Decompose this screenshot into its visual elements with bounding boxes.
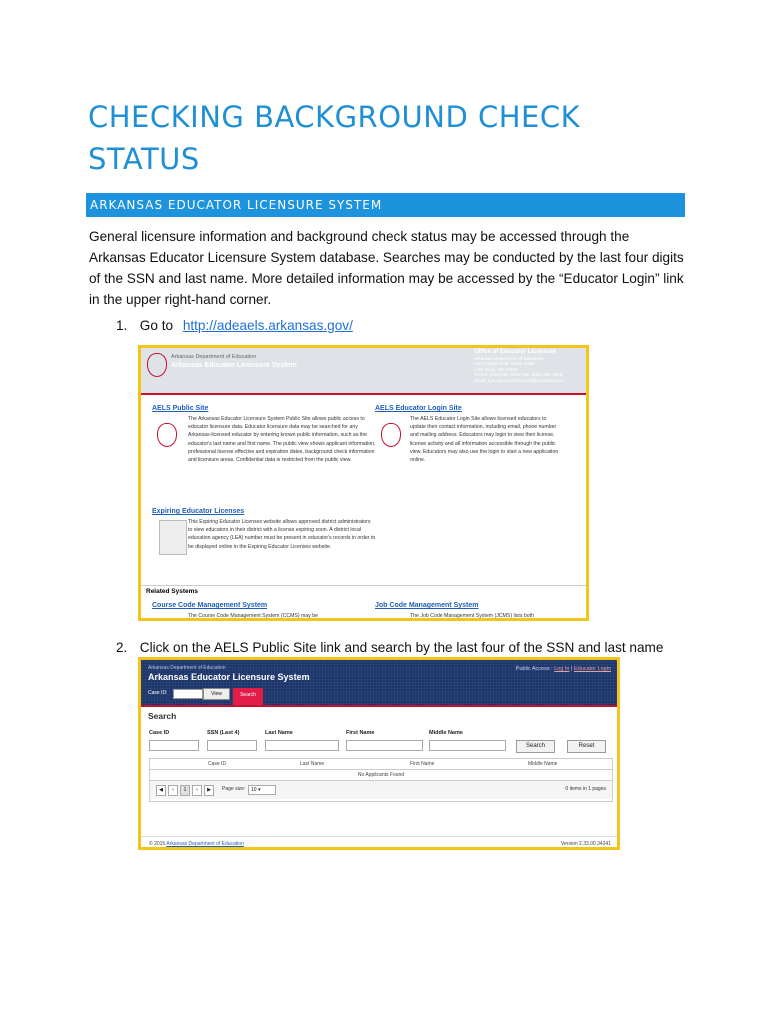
search-button[interactable]: Search bbox=[516, 740, 555, 753]
no-results-message: No Applicants Found bbox=[357, 772, 405, 778]
step-2-number: 2. bbox=[116, 640, 128, 655]
document-icon bbox=[159, 520, 187, 555]
first-name-field[interactable] bbox=[346, 740, 423, 751]
grid-header-case-id[interactable]: Case ID bbox=[208, 761, 227, 767]
grid-header-first-name[interactable]: First Name bbox=[410, 761, 435, 767]
case-id-field-label: Case ID bbox=[149, 730, 170, 736]
chevron-down-icon: ▾ bbox=[257, 787, 261, 793]
page-size-select[interactable] bbox=[248, 785, 276, 795]
expiring-licenses-link[interactable]: Expiring Educator Licenses bbox=[152, 508, 245, 515]
search-heading: Search bbox=[148, 711, 177, 721]
page-size-value: 10 bbox=[251, 787, 257, 793]
office-contact bbox=[474, 350, 586, 383]
step-1-text: Go to bbox=[139, 318, 174, 333]
aels-search-screenshot bbox=[138, 657, 620, 850]
next-page-icon[interactable]: › bbox=[192, 785, 202, 796]
aels-educator-login-link[interactable]: AELS Educator Login Site bbox=[375, 405, 462, 412]
step-2-text: Click on the AELS Public Site link and search by the last four of the SSN and last name bbox=[139, 640, 664, 655]
pager bbox=[150, 780, 612, 799]
aels-home-header bbox=[141, 348, 586, 395]
public-site-description: The Arkansas Educator Licensure System Public Site allows public access to educator licensure data. Educator licensure data may be searched for any Arkansas-licensed educator by entering known public information, such as the educator's last name and first name. The public view shows applicant information, professional license effective and expiration dates, background check information and licensure areas. Confidential data is restricted from the public view. bbox=[188, 416, 376, 464]
aels-search-header bbox=[141, 660, 617, 707]
step-2 bbox=[116, 640, 663, 655]
first-name-field-label: First Name bbox=[346, 730, 375, 736]
section-heading-bar: ARKANSAS EDUCATOR LICENSURE SYSTEM bbox=[86, 193, 685, 217]
expiring-description: This Expiring Educator Licenses website allows approved district administrators to view educators in their district with a license expiring soon. A district local education agency (LEA) number must be present in educator's records in order to be displayed online in the Expiring Educator Licenses website. bbox=[188, 519, 376, 550]
first-page-icon[interactable]: ◀ bbox=[156, 785, 166, 796]
educator-login-link[interactable]: Educator Login bbox=[574, 666, 611, 672]
step-1 bbox=[116, 318, 353, 333]
public-access-links bbox=[516, 666, 611, 672]
results-grid bbox=[149, 758, 613, 802]
document-title: CHECKING BACKGROUND CHECK STATUS bbox=[88, 100, 581, 176]
separator: | bbox=[571, 666, 573, 672]
step-1-number: 1. bbox=[116, 318, 128, 333]
case-id-label: Case ID: bbox=[148, 690, 168, 696]
items-count: 0 items in 1 pages bbox=[565, 786, 606, 792]
middle-name-field[interactable] bbox=[429, 740, 506, 751]
ssn-field-label: SSN (Last 4) bbox=[207, 730, 240, 736]
jcms-description: The Job Code Management System (JCMS) lists both bbox=[410, 613, 534, 619]
ccms-description: The Course Code Management System (CCMS) may be bbox=[188, 613, 319, 619]
copyright-year: © 2015 bbox=[149, 841, 166, 847]
system-name: Arkansas Educator Licensure System bbox=[171, 362, 297, 369]
last-name-field[interactable] bbox=[265, 740, 339, 751]
grid-header-last-name[interactable]: Last Name bbox=[300, 761, 325, 767]
case-id-input[interactable] bbox=[173, 689, 203, 699]
view-button[interactable]: View bbox=[203, 688, 230, 700]
divider bbox=[141, 585, 586, 586]
page-number-button[interactable]: 1 bbox=[180, 785, 190, 796]
prev-page-icon[interactable]: ‹ bbox=[168, 785, 178, 796]
aels-url-link[interactable]: http://adeaels.arkansas.gov/ bbox=[182, 318, 353, 333]
apple-logo-icon bbox=[147, 353, 167, 377]
page-size-label: Page size: bbox=[222, 786, 246, 792]
dept-name: Arkansas Department of Education bbox=[148, 665, 226, 671]
educator-login-description: The AELS Educator Login Site allows licensed educators to update their contact information, including email, phone number and mailing address. Educators may login to view their license, license activity and all information accessible through the public view. Educators may also use the login to start a new application online. bbox=[410, 416, 559, 464]
last-name-field-label: Last Name bbox=[265, 730, 293, 736]
aels-public-site-link[interactable]: AELS Public Site bbox=[152, 405, 209, 412]
reset-button[interactable]: Reset bbox=[567, 740, 606, 753]
last-page-icon[interactable]: ▶ bbox=[204, 785, 214, 796]
search-footer bbox=[141, 836, 617, 850]
course-code-link[interactable]: Course Code Management System bbox=[152, 602, 268, 609]
middle-name-field-label: Middle Name bbox=[429, 730, 463, 736]
version-text: Version 2.33.00.34241 bbox=[560, 841, 611, 847]
ssn-field[interactable] bbox=[207, 740, 257, 751]
aels-home-screenshot bbox=[138, 345, 589, 621]
grid-header-middle-name[interactable]: Middle Name bbox=[528, 761, 558, 767]
office-title: Office of Educator Licensure bbox=[474, 349, 557, 355]
login-link[interactable]: Log In bbox=[554, 666, 570, 672]
copyright-link[interactable]: Arkansas Department of Education bbox=[166, 841, 244, 847]
public-access-label: Public Access : bbox=[515, 666, 553, 672]
related-systems-heading: Related Systems bbox=[146, 588, 199, 595]
office-lines: Arkansas Department of Education Four Capitol Mall, Room 106B Little Rock, AR 72201 Phone: (501) 682-4342 Fax: (501) 682-4898 Email: ade.educatorlicensure@arkansas.gov bbox=[474, 355, 564, 383]
apple-icon bbox=[381, 423, 401, 447]
case-id-field[interactable] bbox=[149, 740, 199, 751]
dept-name: Arkansas Department of Education bbox=[171, 354, 257, 360]
apple-icon bbox=[157, 423, 177, 447]
divider bbox=[150, 769, 612, 770]
intro-paragraph: General licensure information and background check status may be accessed through the Arkansas Educator Licensure System database. Searches may be conducted by the last four digits of the SSN and last name. More detailed information may be accessed by the “Educator Login” link in the upper right-hand corner. bbox=[89, 229, 684, 307]
search-tab[interactable]: Search bbox=[233, 688, 263, 705]
system-name: Arkansas Educator Licensure System bbox=[148, 672, 310, 682]
copyright bbox=[149, 841, 244, 847]
job-code-link[interactable]: Job Code Management System bbox=[375, 602, 479, 609]
